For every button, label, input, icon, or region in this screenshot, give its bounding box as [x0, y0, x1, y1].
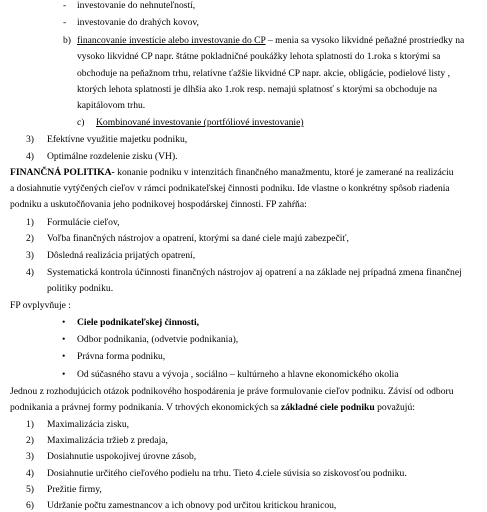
- item-c-text: Kombinované investovanie (portfóliové investovanie): [96, 117, 304, 129]
- item-number: 3): [26, 451, 34, 463]
- bullet-marker: •: [62, 334, 66, 346]
- list-item: Maximalizácia tržieb z predaja,: [47, 435, 168, 447]
- item-marker: c): [77, 117, 85, 129]
- item-marker: b): [63, 35, 71, 47]
- list-item-continuation: politiky podniku.: [47, 282, 114, 294]
- list-item: Formulácie cieľov,: [47, 217, 120, 229]
- item-b-rest: – menia sa vysoko likvidné peňažné prostriedky na: [265, 35, 465, 47]
- item-b-line-1: [77, 35, 464, 47]
- list-item: Odbor podnikania, (odvetvie podnikania),: [77, 334, 239, 346]
- dash-marker: -: [63, 17, 67, 29]
- list-item: Prežitie firmy,: [47, 483, 102, 495]
- item-number: 5): [26, 483, 34, 495]
- item-b-line-2: vysoko likvidné CP napr. štátne pokladničné poukážky lehota splatnosti do 1.roka s ktorými sa: [77, 51, 441, 63]
- item-b-line-4: ktorých lehota splatnosti je dlhšia ako 1.rok resp. nemajú splatnosť s ktorými sa obchoduje na: [77, 83, 438, 95]
- dash-marker: -: [63, 0, 67, 11]
- item-number: 6): [26, 500, 34, 511]
- list-item: Dosiahnutie uspokojivej úrovne zásob,: [47, 451, 197, 463]
- list-item: investovanie do drahých kovov,: [77, 17, 199, 29]
- bullet-marker: •: [62, 368, 66, 380]
- list-item: Udržanie počtu zamestnancov a ich obnovy pod určitou kritickou hranicou,: [47, 500, 337, 511]
- goals-intro-line-2: [10, 402, 415, 414]
- list-item: Systematická kontrola účinnosti finančných nástrojov aj opatrení a na základe nej prípadná zmena finančnej: [47, 266, 462, 278]
- list-item: Efektívne využitie majetku podniku,: [47, 134, 188, 146]
- fp-definition-text: konanie podniku v intenzitách finančného manažmentu, ktoré je zamerané na realizáciu: [114, 166, 454, 178]
- list-item: Voľba finančných nástrojov a opatrení, ktorými sa dané ciele majú zabezpečiť,: [47, 233, 349, 245]
- fp-definition-line-2: a dosiahnutie vytýčených cieľov v rámci podnikateľskej činnosti podniku. Ide vlastne o konkrétny spôsob riadenia: [10, 182, 450, 194]
- list-item: Dosiahnutie určitého cieľového podielu na trhu. Tieto 4.ciele súvisia so ziskovosťou podniku.: [47, 467, 407, 479]
- goals-intro-text: považujú:: [374, 401, 415, 413]
- item-number: 4): [26, 150, 34, 162]
- bullet-marker: •: [62, 351, 66, 363]
- item-number: 2): [26, 435, 34, 447]
- list-item: Maximalizácia zisku,: [47, 419, 130, 430]
- item-number: 1): [26, 419, 34, 430]
- item-b-line-3: obchoduje na peňažnom trhu, relatívne ťažšie likvidné CP napr. akcie, obligácie, podielové listy ,: [77, 67, 450, 79]
- fp-term: FINANČNÁ POLITIKA-: [10, 166, 115, 178]
- item-number: 3): [26, 134, 34, 146]
- list-item: Právna forma podniku,: [77, 351, 166, 363]
- list-item: Od súčasného stavu a vývoja , sociálno – kultúrneho a hlavne ekonomického okolia: [77, 368, 399, 380]
- item-number: 4): [26, 266, 34, 278]
- item-b-line-5: kapitálovom trhu.: [77, 100, 146, 111]
- item-b-underlined: financovanie investície alebo investovanie do CP: [77, 35, 266, 47]
- list-item: Dôsledná realizácia prijatých opatrení,: [47, 249, 196, 261]
- bullet-marker: •: [62, 317, 66, 329]
- goals-intro-bold: základné ciele podniku: [280, 401, 375, 413]
- item-number: 2): [26, 233, 34, 245]
- fp-definition-line-3: podniku a uskutočňovania jeho podnikovej hospodárskej činnosti. FP zahŕňa:: [10, 199, 307, 210]
- item-number: 1): [26, 217, 34, 229]
- item-number: 4): [26, 467, 34, 479]
- list-item: Ciele podnikateľskej činnosti,: [77, 317, 200, 329]
- fp-influence-label: FP ovplyvňuje :: [10, 300, 71, 311]
- list-item: Optimálne rozdelenie zisku (VH).: [47, 150, 178, 162]
- goals-intro-line-1: Jednou z rozhodujúcich otázok podnikového hospodárenia je práve formulovanie cieľov podniku. Závisí od odboru: [10, 385, 454, 397]
- goals-intro-text: podnikania a právnej formy podnikania. V trhových ekonomických sa: [10, 401, 281, 413]
- fp-definition-line-1: [10, 167, 454, 179]
- item-number: 3): [26, 249, 34, 261]
- list-item: investovanie do nehnuteľností,: [77, 0, 196, 11]
